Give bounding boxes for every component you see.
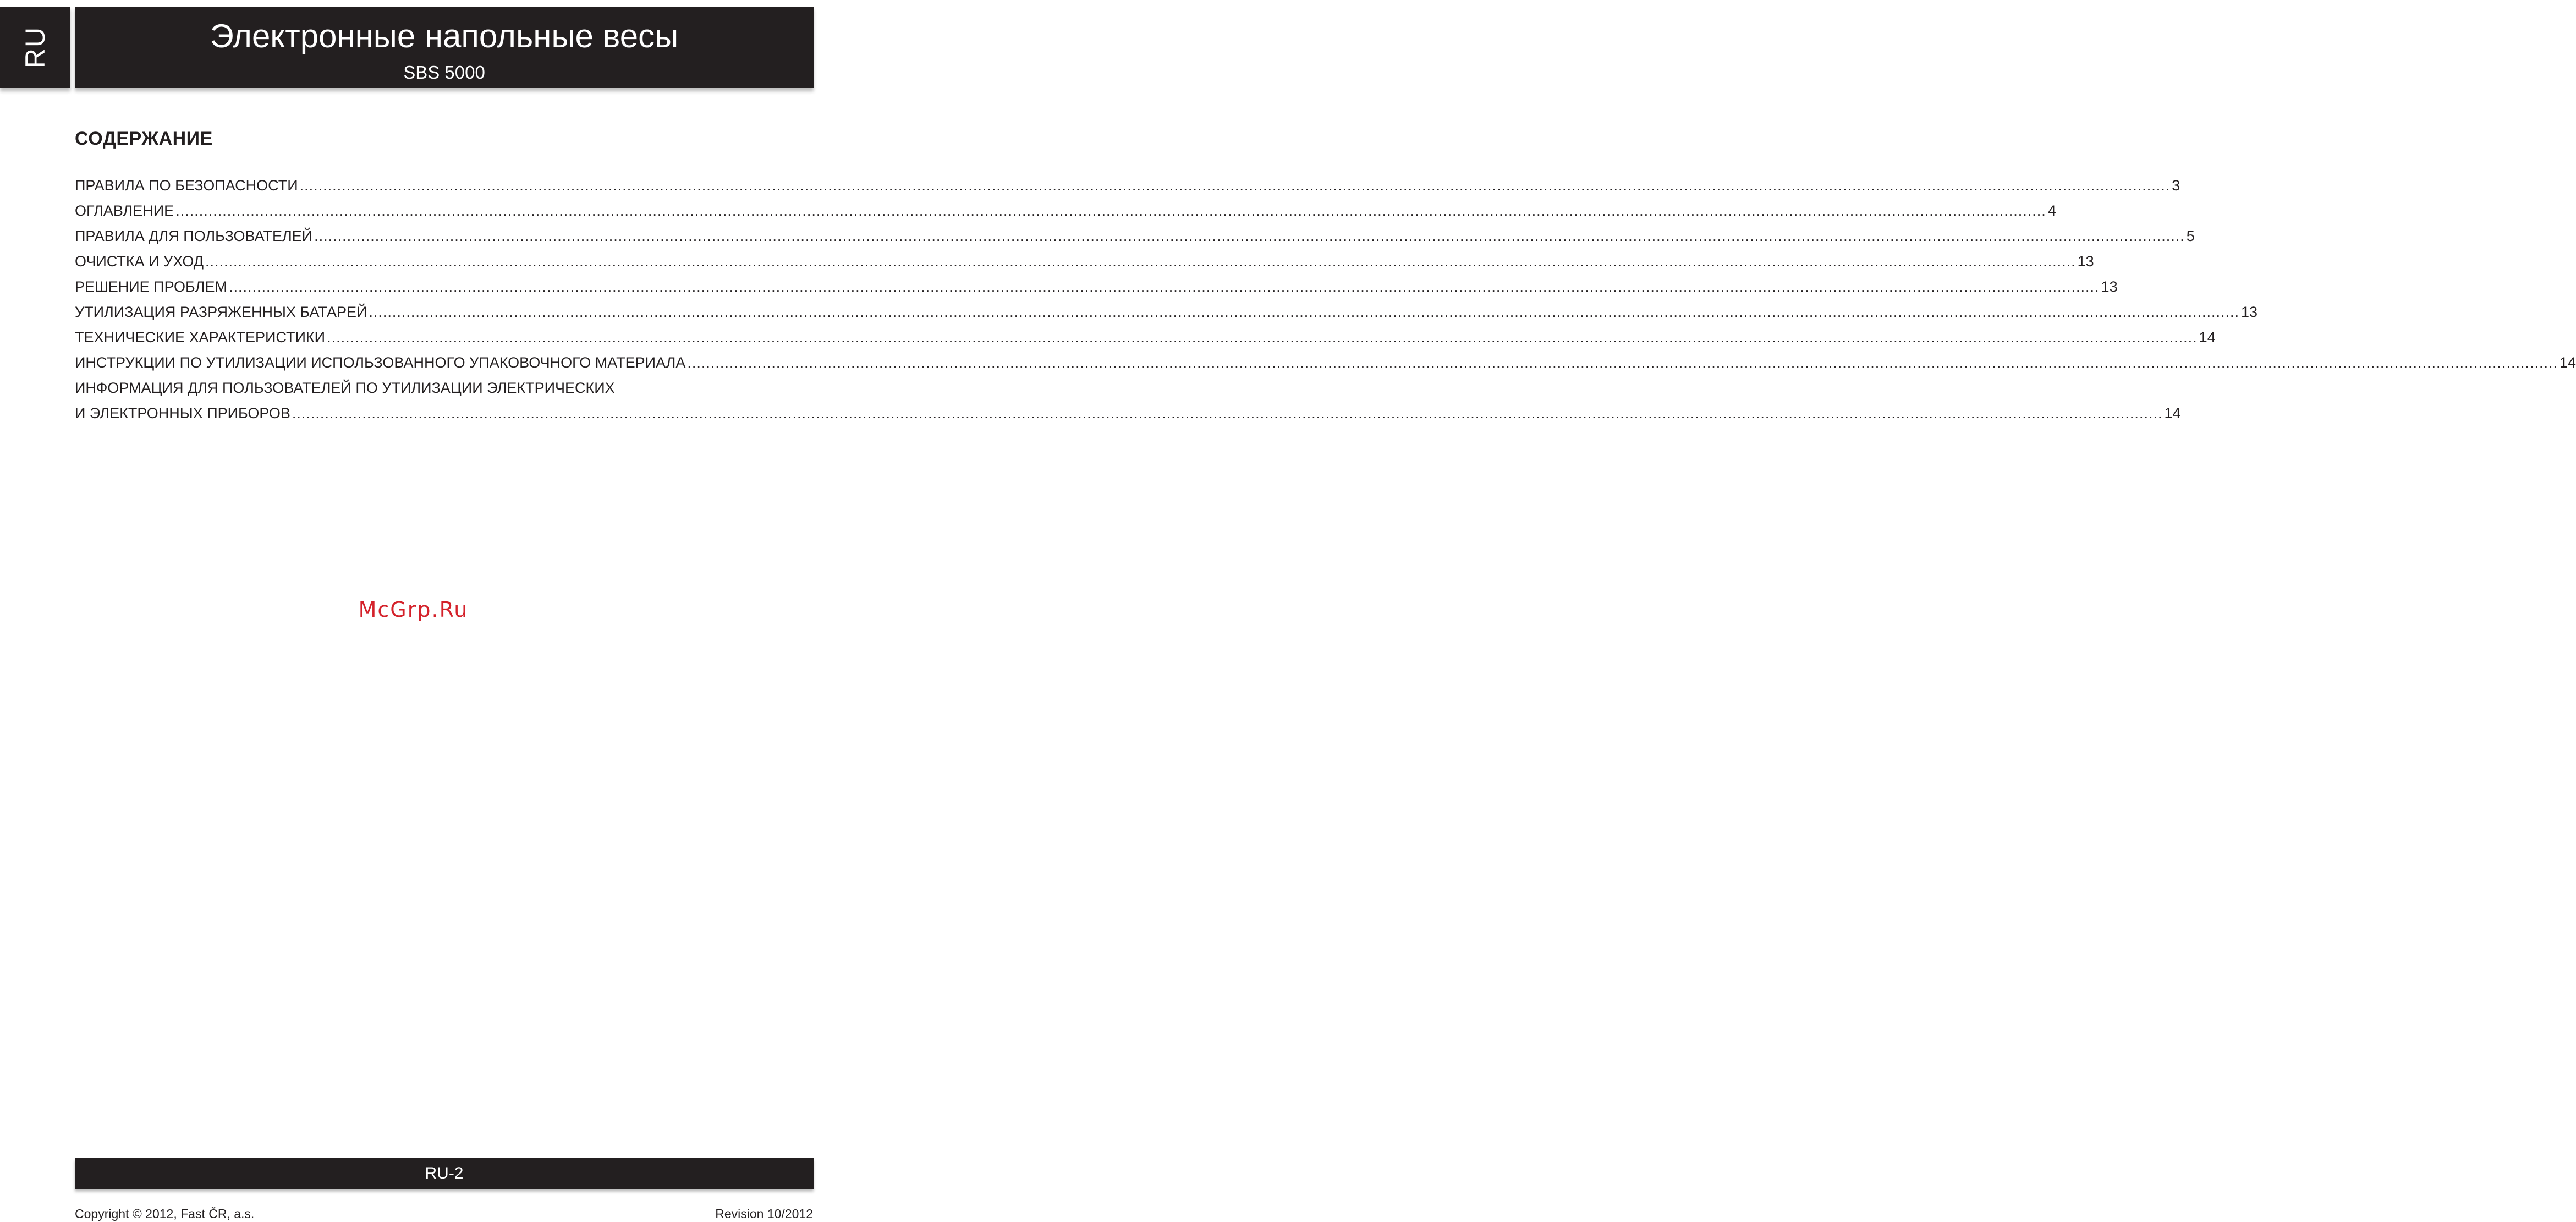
- toc-entry-title: И ЭЛЕКТРОННЫХ ПРИБОРОВ: [75, 405, 290, 421]
- toc-entry[interactable]: [75, 249, 2094, 274]
- toc-entry-title: ИНСТРУКЦИИ ПО УТИЛИЗАЦИИ ИСПОЛЬЗОВАННОГО УПАКОВОЧНОГО МАТЕРИАЛА: [75, 354, 686, 371]
- watermark: McGrp.Ru: [358, 598, 469, 622]
- toc-entry-title: ОГЛАВЛЕНИЕ: [75, 202, 174, 219]
- toc-dot-leader: ................................................................................................................................................................................................................................................................................................................................................................................................................: [369, 304, 2239, 320]
- document-title: Электронные напольные весы: [210, 18, 679, 54]
- toc-entry-page: 13: [2077, 253, 2094, 270]
- toc-dot-leader: ................................................................................................................................................................................................................................................................................................................................................................................................................: [205, 253, 2076, 270]
- page-number: RU-2: [425, 1164, 464, 1182]
- toc-dot-leader: ................................................................................................................................................................................................................................................................................................................................................................................................................: [228, 278, 2100, 295]
- toc-entry-page: 4: [2047, 202, 2056, 219]
- model-name: SBS 5000: [403, 62, 485, 83]
- toc-entry[interactable]: [75, 401, 2181, 426]
- toc-entry[interactable]: [75, 325, 2216, 350]
- toc-entry-page: 14: [2199, 329, 2216, 346]
- toc-entry-page: 13: [2101, 278, 2118, 295]
- toc-entry[interactable]: [75, 299, 2258, 325]
- toc-heading: СОДЕРЖАНИЕ: [75, 128, 213, 149]
- toc-dot-leader: ................................................................................................................................................................................................................................................................................................................................................................................................................: [327, 329, 2198, 346]
- toc-entry-page: 14: [2164, 405, 2181, 421]
- toc-entry[interactable]: [75, 223, 2195, 249]
- toc-entry-page: 5: [2186, 228, 2195, 244]
- toc-entry-title: ПРАВИЛА ПО БЕЗОПАСНОСТИ: [75, 177, 298, 194]
- toc-dot-leader: ................................................................................................................................................................................................................................................................................................................................................................................................................: [314, 228, 2185, 244]
- language-tab-label: RU: [20, 26, 51, 69]
- toc-entry[interactable]: [75, 350, 2576, 375]
- toc-entry-title: ОЧИСТКА И УХОД: [75, 253, 204, 270]
- toc-dot-leader: ................................................................................................................................................................................................................................................................................................................................................................................................................: [299, 177, 2171, 194]
- toc-dot-leader: ................................................................................................................................................................................................................................................................................................................................................................................................................: [687, 354, 2558, 371]
- toc-entry-page: 13: [2241, 304, 2258, 320]
- toc-dot-leader: ................................................................................................................................................................................................................................................................................................................................................................................................................: [175, 202, 2046, 219]
- toc-dot-leader: ................................................................................................................................................................................................................................................................................................................................................................................................................: [292, 405, 2163, 421]
- toc-entry[interactable]: [75, 274, 2118, 299]
- footer-bar: [75, 1158, 814, 1189]
- copyright: Copyright © 2012, Fast ČR, a.s.: [75, 1207, 255, 1221]
- toc-list: [75, 173, 2576, 426]
- revision: Revision 10/2012: [715, 1207, 813, 1221]
- language-tab: [0, 7, 70, 88]
- toc-entry-title: ИНФОРМАЦИЯ ДЛЯ ПОЛЬЗОВАТЕЛЕЙ ПО УТИЛИЗАЦИИ ЭЛЕКТРИЧЕСКИХ: [75, 380, 615, 396]
- toc-entry-title: ТЕХНИЧЕСКИЕ ХАРАКТЕРИСТИКИ: [75, 329, 326, 346]
- toc-entry[interactable]: [75, 173, 2180, 198]
- toc-entry-page: 14: [2559, 354, 2576, 371]
- toc-entry-title: УТИЛИЗАЦИЯ РАЗРЯЖЕННЫХ БАТАРЕЙ: [75, 304, 367, 320]
- toc-entry-title: ПРАВИЛА ДЛЯ ПОЛЬЗОВАТЕЛЕЙ: [75, 228, 313, 244]
- toc-entry-title: РЕШЕНИЕ ПРОБЛЕМ: [75, 278, 227, 295]
- toc-entry-page: 3: [2172, 177, 2180, 194]
- title-bar: [75, 7, 814, 88]
- toc-entry[interactable]: [75, 198, 2056, 223]
- toc-entry[interactable]: [75, 375, 808, 401]
